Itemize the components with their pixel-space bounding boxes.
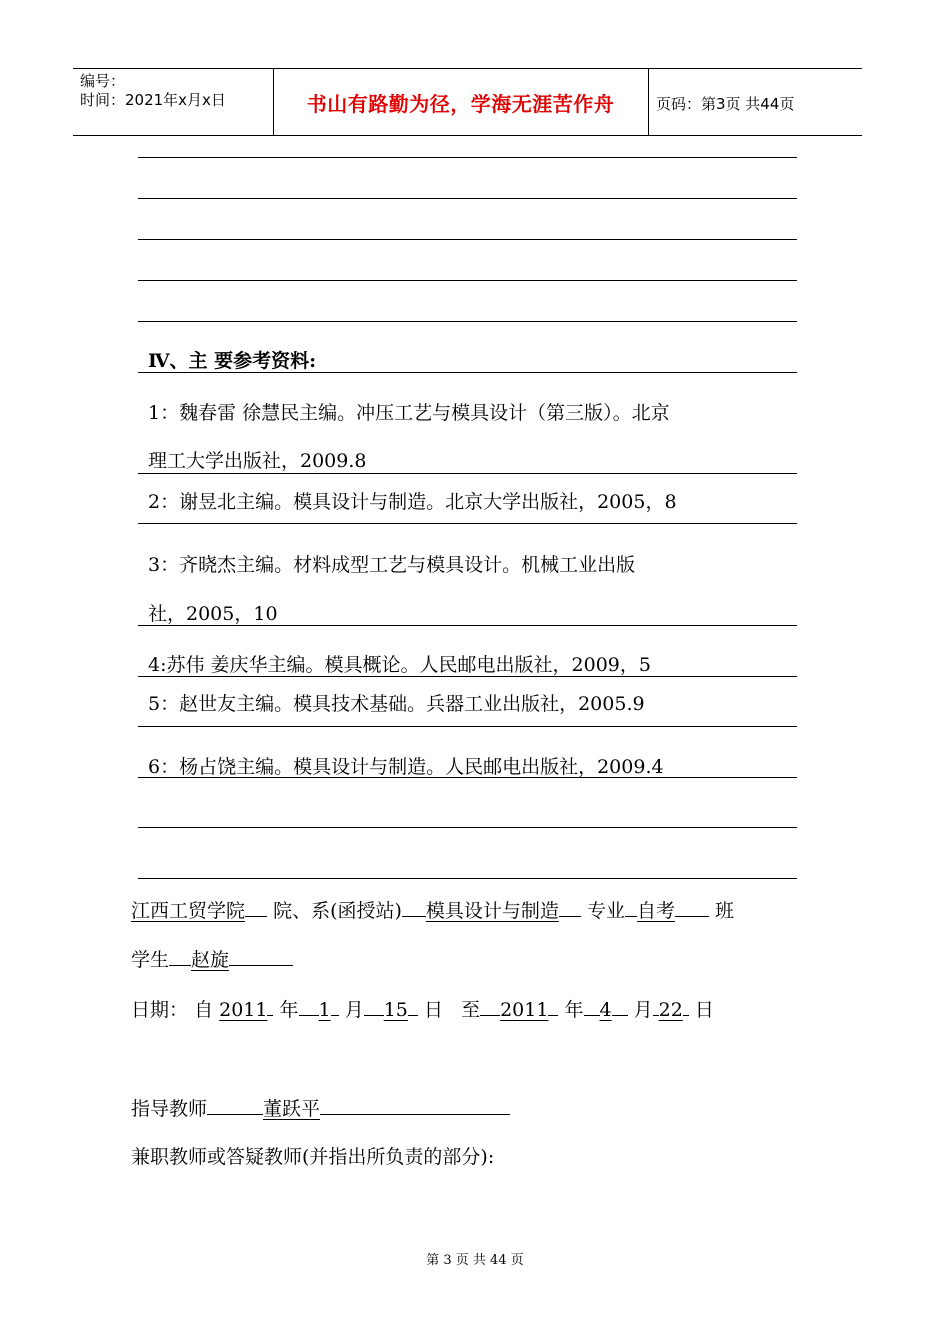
ruled-line [138,157,797,158]
ruled-line [138,198,797,199]
blank-underline [612,997,628,1016]
to-year: 2011 [500,999,549,1021]
reference-item-cont: 社，2005，10 [148,603,278,625]
month-label: 月 [344,999,364,1021]
day-label: 日 [694,999,714,1021]
school-line [131,898,734,922]
ruled-line [138,625,797,626]
header-top-border [73,68,862,69]
blank-underline [320,1096,510,1115]
year-label: 年 [279,999,299,1021]
date-line [131,997,714,1021]
from-label: 自 [194,999,214,1021]
blank-underline [548,997,558,1016]
reference-item: 3：齐晓杰主编。材料成型工艺与模具设计。机械工业出版 [148,554,636,576]
ruled-line [138,372,797,373]
month-label: 月 [633,999,653,1021]
blank-underline [559,898,581,917]
dept-label: 院、系(函授站) [273,900,402,922]
day-label: 日 [423,999,443,1021]
reference-item: 1：魏春雷 徐慧民主编。冲压工艺与模具设计（第三版）。北京 [148,402,670,424]
blank-underline [675,898,709,917]
school-name: 江西工贸学院 [131,900,246,922]
blank-underline [169,947,191,966]
from-day: 15 [383,999,408,1021]
ruled-line [138,878,797,879]
advisor-line [131,1096,510,1120]
ruled-line [138,280,797,281]
ruled-line [138,827,797,828]
header-code: 编号： [80,72,126,90]
date-label: 日期： [131,999,189,1021]
blank-underline [408,997,418,1016]
class-name: 自考 [636,900,675,922]
blank-underline [584,997,600,1016]
blank-underline [364,997,384,1016]
reference-item: 4:苏伟 姜庆华主编。模具概论。人民邮电出版社，2009，5 [148,654,651,676]
parttime-teacher-label: 兼职教师或答疑教师(并指出所负责的部分): [131,1146,495,1168]
blank-underline [480,997,500,1016]
blank-underline [402,898,426,917]
header-motto: 书山有路勤为径，学海无涯苦作舟 [306,92,615,116]
student-name: 赵旋 [191,949,230,971]
blank-underline [229,947,293,966]
header-divider [648,68,649,135]
header-page-info: 页码：第3页 共44页 [656,95,795,113]
ruled-line [138,676,797,677]
blank-underline [625,898,637,917]
ruled-line [138,239,797,240]
student-label: 学生 [131,949,170,971]
page-footer: 第 3 页 共 44 页 [426,1253,524,1268]
blank-underline [207,1096,263,1115]
reference-item: 2：谢昱北主编。模具设计与制造。北京大学出版社，2005，8 [148,491,677,513]
to-label: 至 [461,999,481,1021]
reference-item-cont: 理工大学出版社，2009.8 [148,450,367,472]
to-day: 22 [658,999,683,1021]
header-bottom-border [73,135,862,136]
ruled-line [138,321,797,322]
blank-underline [331,997,339,1016]
blank-underline [299,997,319,1016]
major-label: 专业 [586,900,625,922]
reference-item: 5：赵世友主编。模具技术基础。兵器工业出版社，2005.9 [148,693,645,715]
major-name: 模具设计与制造 [425,900,559,922]
advisor-label: 指导教师 [131,1098,208,1120]
to-month: 4 [599,999,612,1021]
student-line [131,947,293,971]
blank-underline [245,898,267,917]
header-time: 时间：2021年x月x日 [80,91,226,109]
ruled-line [138,726,797,727]
year-label: 年 [564,999,584,1021]
ruled-line [138,777,797,778]
blank-underline [683,997,689,1016]
from-month: 1 [318,999,331,1021]
ruled-line [138,523,797,524]
advisor-name: 董跃平 [263,1098,321,1120]
from-year: 2011 [219,999,268,1021]
ruled-line [138,473,797,474]
blank-underline [267,997,273,1016]
references-heading: Ⅳ、主 要参考资料: [148,350,317,372]
reference-item: 6：杨占饶主编。模具设计与制造。人民邮电出版社，2009.4 [148,756,664,778]
class-label: 班 [715,900,735,922]
